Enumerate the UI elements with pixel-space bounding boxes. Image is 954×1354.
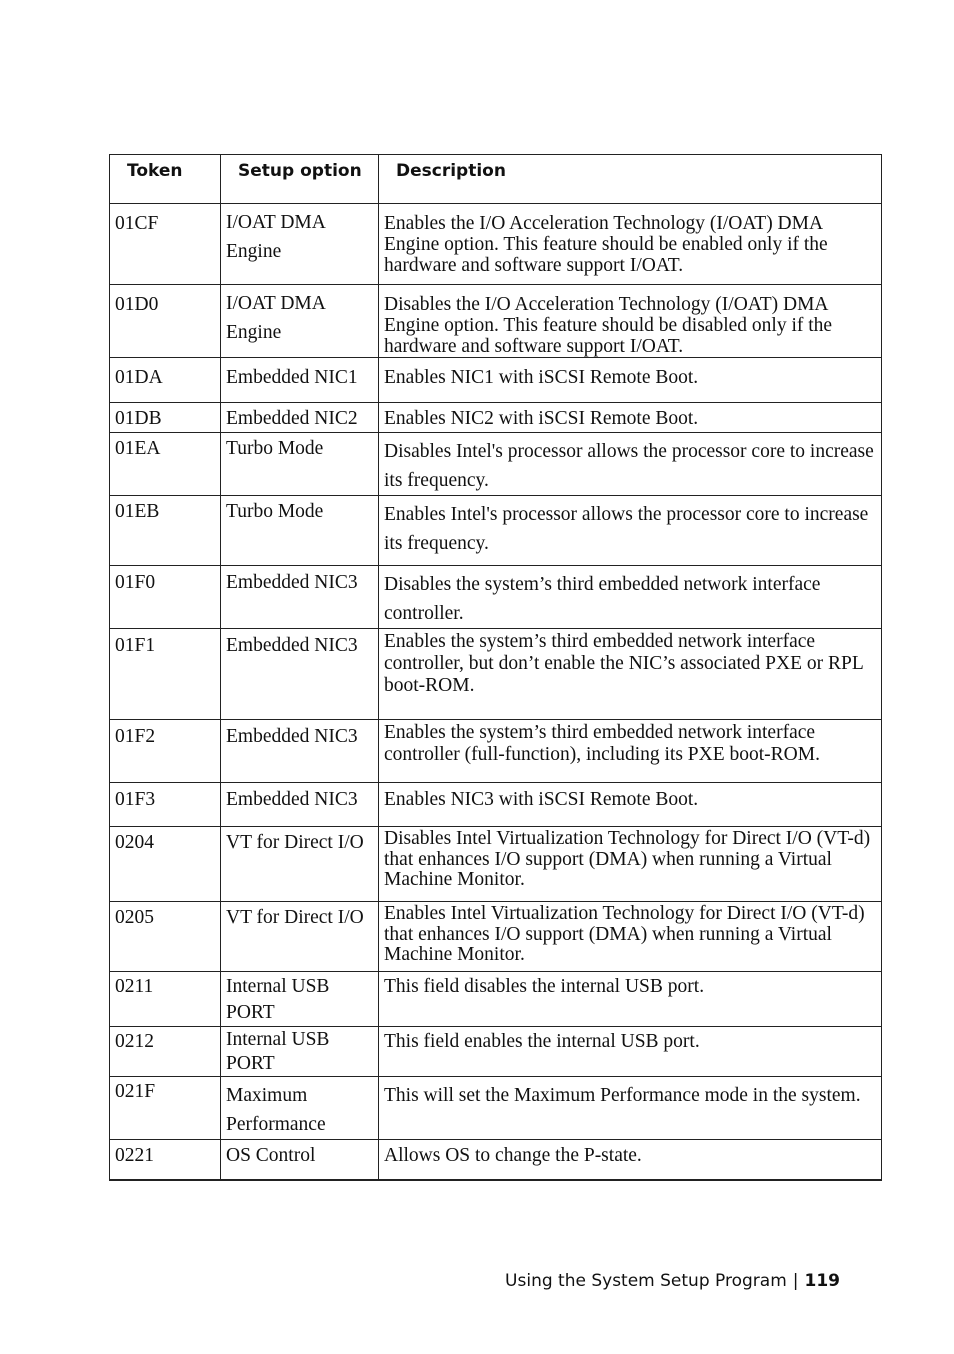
token-cell: 01EA: [110, 433, 221, 496]
token-cell: 01F1: [110, 629, 221, 720]
description-cell: Enables the system’s third embedded network interface controller (full-function), including its PXE boot-ROM.: [379, 720, 882, 783]
footer-section-title: Using the System Setup Program: [505, 1271, 787, 1291]
table-row: [110, 629, 882, 720]
description-cell: Allows OS to change the P-state.: [379, 1140, 882, 1180]
description-cell: Disables Intel Virtualization Technology for Direct I/O (VT-d) that enhances I/O support (DMA) when running a Virtual Machine Monitor.: [379, 827, 882, 902]
setup-option-cell: Internal USB PORT: [221, 1027, 379, 1077]
description-cell: Disables the system’s third embedded network interface controller.: [379, 566, 882, 629]
page-number: 119: [804, 1271, 840, 1291]
header-description: Description: [379, 155, 882, 204]
table-row: [110, 720, 882, 783]
table-row: [110, 1077, 882, 1140]
table-row: [110, 1027, 882, 1077]
page-footer: [505, 1271, 840, 1291]
table-row: [110, 496, 882, 566]
header-token: Token: [110, 155, 221, 204]
description-cell: Enables the system’s third embedded network interface controller, but don’t enable the NIC’s associated PXE or RPL boot-ROM.: [379, 629, 882, 720]
setup-option-cell: I/OAT DMA Engine: [221, 204, 379, 285]
setup-option-cell: Embedded NIC3: [221, 629, 379, 720]
token-cell: 01F0: [110, 566, 221, 629]
table-row: [110, 827, 882, 902]
token-cell: 01DB: [110, 403, 221, 433]
setup-option-cell: Maximum Performance: [221, 1077, 379, 1140]
table-row: [110, 285, 882, 358]
table-row: [110, 783, 882, 827]
table-row: [110, 566, 882, 629]
token-cell: 0212: [110, 1027, 221, 1077]
setup-option-cell: Embedded NIC1: [221, 358, 379, 403]
table-row: [110, 1140, 882, 1180]
token-cell: 01F3: [110, 783, 221, 827]
setup-option-cell: Turbo Mode: [221, 496, 379, 566]
token-cell: 01F2: [110, 720, 221, 783]
description-cell: Enables NIC1 with iSCSI Remote Boot.: [379, 358, 882, 403]
description-cell: Disables Intel's processor allows the processor core to increase its frequency.: [379, 433, 882, 496]
table-row: [110, 358, 882, 403]
token-cell: 01D0: [110, 285, 221, 358]
setup-option-cell: VT for Direct I/O: [221, 902, 379, 972]
table-header-row: [110, 155, 882, 204]
token-cell: 021F: [110, 1077, 221, 1140]
setup-option-cell: VT for Direct I/O: [221, 827, 379, 902]
setup-option-cell: I/OAT DMA Engine: [221, 285, 379, 358]
setup-option-cell: Embedded NIC3: [221, 783, 379, 827]
setup-option-cell: Embedded NIC2: [221, 403, 379, 433]
setup-option-cell: Embedded NIC3: [221, 720, 379, 783]
token-cell: 01CF: [110, 204, 221, 285]
description-cell: Enables Intel Virtualization Technology for Direct I/O (VT-d) that enhances I/O support (DMA) when running a Virtual Machine Monitor.: [379, 902, 882, 972]
description-cell: This field disables the internal USB port.: [379, 972, 882, 1027]
table-row: [110, 902, 882, 972]
token-cell: 0205: [110, 902, 221, 972]
description-cell: Enables NIC3 with iSCSI Remote Boot.: [379, 783, 882, 827]
setup-option-cell: Turbo Mode: [221, 433, 379, 496]
description-cell: Enables Intel's processor allows the processor core to increase its frequency.: [379, 496, 882, 566]
table-row: [110, 433, 882, 496]
footer-separator: |: [792, 1271, 799, 1291]
token-cell: 0221: [110, 1140, 221, 1180]
description-cell: Enables NIC2 with iSCSI Remote Boot.: [379, 403, 882, 433]
description-cell: Enables the I/O Acceleration Technology (I/OAT) DMA Engine option. This feature should be enabled only if the hardware and software support I/OAT.: [379, 204, 882, 285]
setup-option-cell: Embedded NIC3: [221, 566, 379, 629]
table-row: [110, 972, 882, 1027]
setup-option-cell: OS Control: [221, 1140, 379, 1180]
setup-option-cell: Internal USB PORT: [221, 972, 379, 1027]
description-cell: This will set the Maximum Performance mode in the system.: [379, 1077, 882, 1140]
description-cell: This field enables the internal USB port.: [379, 1027, 882, 1077]
token-cell: 01EB: [110, 496, 221, 566]
table-row: [110, 403, 882, 433]
header-setup-option: Setup option: [221, 155, 379, 204]
description-cell: Disables the I/O Acceleration Technology (I/OAT) DMA Engine option. This feature should be disabled only if the hardware and software support I/OAT.: [379, 285, 882, 358]
token-cell: 0204: [110, 827, 221, 902]
token-cell: 01DA: [110, 358, 221, 403]
table-row: [110, 204, 882, 285]
token-table: [109, 154, 882, 1181]
token-cell: 0211: [110, 972, 221, 1027]
